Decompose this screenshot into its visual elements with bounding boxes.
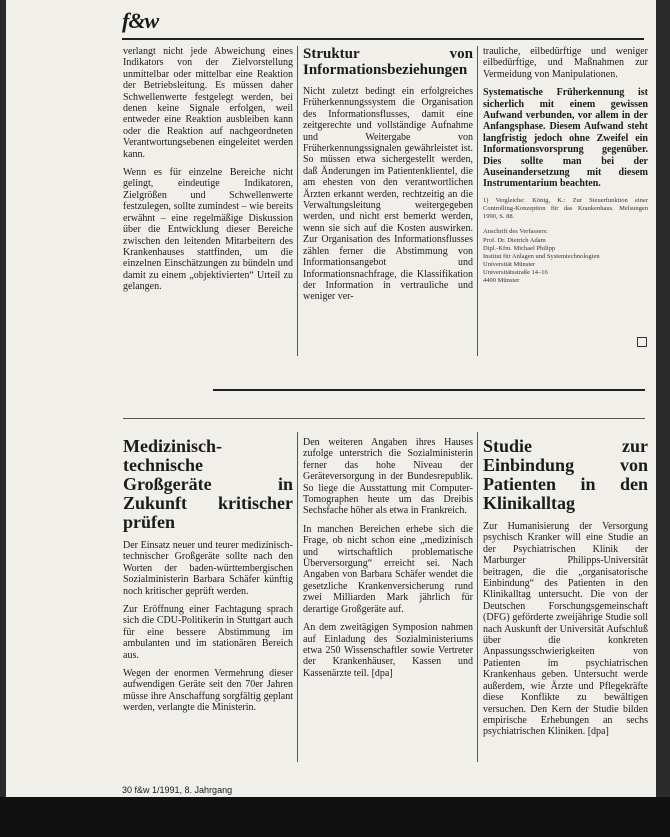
- address-line: 4400 Münster: [483, 276, 520, 284]
- paragraph: Nicht zuletzt bedingt ein erfolgreiches Früherkennungssystem die Organisation des Informationsflusses, damit eine zeitgerechte und vollständige Aufnahme und Weitergabe von Früherkennungssignalen gewährleistet ist. So müssen etwa sichergestellt werden, daß Änderungen im Patientenklientel, die am ehesten von den verantwortlichen Ärzten erkannt werden, rechtzeitig an die Verwaltungsleitung weitergegeben werden, und nicht erst bemerkt werden, wenn sie sich auf die Kosten auswirken. Zur Organisation des Informationsflusses zählen ferner die Abstimmung von Informationsangebot und Informationsnachfrage, die Klassifikation der Information in vertrauliche und weniger ver-: [303, 86, 473, 303]
- address-line: Dipl.-Kfm. Michael Philipp: [483, 244, 556, 252]
- section-separator-thin: [123, 418, 645, 419]
- address-label: Anschrift des Verfassers:: [483, 227, 548, 235]
- column-divider: [297, 46, 298, 356]
- top-column-2: [303, 46, 473, 310]
- bottom-column-3: [483, 437, 648, 745]
- bottom-column-1: [123, 437, 293, 721]
- paragraph: trauliche, eilbedürftige und weniger eilbedürftige, und Maßnahmen zur Vermeidung von Manipulationen.: [483, 46, 648, 80]
- paragraph: Zur Humanisierung der Versorgung psychisch Kranker will eine Studie an der Psychiatrischen Klinik der Marburger Philipps-Universität beitragen, die die „organisatorische Einbindung“ des Patienten in den Klinikalltag untersucht. Die von der Deutschen Forschungsgemeinschaft (DFG) geförderte zweijährige Studie soll nach Auskunft der Universität Aufschluß über die konkreten Anpassungsschwierigkeiten von Patienten im psychiatrischen Krankenhaus geben. Untersucht werde außerdem, wie Ärzte und Pflegekräfte diese Konflikte zu bewältigen versuchen. Den Kern der Studie bilden empirische Erhebungen an sechs psychiatrischen Kliniken. [dpa]: [483, 521, 648, 738]
- column-divider: [297, 432, 298, 762]
- address-line: Prof. Dr. Dietrich Adam: [483, 236, 546, 244]
- scan-edge-right: [656, 0, 670, 797]
- top-column-1: [123, 46, 293, 300]
- paragraph: Den weiteren Angaben ihres Hauses zufolge unterstrich die Sozialministerin ferner das hohe Niveau der Geräteversorgung in der Bundesrepublik. So liege die Ausstattung mit Computer-Tomographen heute um das Dreibis Sechsfache höher als etwa in Frankreich.: [303, 437, 473, 517]
- bottom-column-2: [303, 437, 473, 686]
- page-footer: 30 f&w 1/1991, 8. Jahrgang: [122, 785, 233, 795]
- section-heading: Struktur von Informationsbeziehungen: [303, 46, 473, 78]
- magazine-logo: f&w: [122, 8, 159, 33]
- top-column-3: [483, 46, 648, 285]
- paragraph: Wenn es für einzelne Bereiche nicht gelingt, eindeutige Indikatoren, Zielgrößen und Schwellenwerte festzulegen, sollte zumindest – wie bereits erwähnt – eine regelmäßige Diskussion über die Entwicklung dieser Bereiche zwischen den leitenden Mitarbeitern des Krankenhauses stattfinden, um die einzelnen Einschätzungen zu bündeln und damit zu einem „objektivierten“ Urteil zu gelangen.: [123, 167, 293, 293]
- header-rule: [122, 38, 644, 40]
- paragraph: Wegen der enormen Vermehrung dieser aufwendigen Geräte seit den 70er Jahren müsse ihre Anschaffung sorgfältig geplant werden, verlangte die Ministerin.: [123, 668, 293, 714]
- address-line: Institut für Anlagen und Systemtechnologien: [483, 252, 600, 260]
- article-heading: Studie zur Einbindung von Patienten in den Klinikalltag: [483, 436, 648, 513]
- scan-shadow-left: [0, 0, 6, 797]
- paragraph: An dem zweitägigen Symposion nahmen auf Einladung des Sozialministeriums etwa 250 Wissenschaftler sowie Vertreter der Krankenhäuser, Kassen und Kassenärzte teil. [dpa]: [303, 622, 473, 679]
- paragraph: Zur Eröffnung einer Fachtagung sprach sich die CDU-Politikerin in Stuttgart auch für eine bessere Abstimmung im ambulanten und im stationären Bereich aus.: [123, 604, 293, 661]
- paragraph: Der Einsatz neuer und teurer medizinisch-technischer Großgeräte sollte nach den Worten der baden-württembergischen Sozialministerin Barbara Schäfer künftig noch kritischer geprüft werden.: [123, 540, 293, 597]
- article-heading: Medizinisch-technische Großgeräte in Zukunft kritischer prüfen: [123, 436, 293, 532]
- scan-border-bottom: [0, 797, 670, 837]
- bold-paragraph: Systematische Früherkennung ist sicherlich mit einem gewissen Aufwand verbunden, vor allem in der Anfangsphase. Diesem Aufwand steht langfristig jedoch ohne Zweifel ein Informationsvorsprung gegenüber. Dies sollte man bei der Auseinandersetzung mit diesem Instrumentarium beachten.: [483, 87, 648, 190]
- paragraph: verlangt nicht jede Abweichung eines Indikators von der Zielvorstellung unmittelbar oder mittelbar eine Reaktion der Betriebsleitung. Es müssen daher Schwellenwerte festgelegt werden, bei denen keine Signale erfolgen, weil entweder eine Reaktion ausbleiben kann oder die Reaktion auf nachgeordneten Verantwortungsebenen eingeleitet werden kann.: [123, 46, 293, 160]
- paragraph: In manchen Bereichen erhebe sich die Frage, ob nicht schon eine „medizinisch und wirtschaftlich problematische Überversorgung“ erreicht sei. Nach Angaben von Barbara Schäfer wendet die gesetzliche Krankenversicherung rund zwei Milliarden Mark jährlich für derartige Großgeräte auf.: [303, 523, 473, 615]
- column-divider: [477, 432, 478, 762]
- footnote: 1) Vergleiche: König, K.: Zur Steuerfunktion einer Controlling-Konzeption für das Krankenhaus. Melsungen 1990, S. 88.: [483, 196, 648, 220]
- section-separator: [213, 389, 645, 391]
- address-line: Universität Münster: [483, 260, 536, 268]
- article-end-mark: [637, 337, 647, 347]
- address-line: Universitätsstraße 14–16: [483, 268, 548, 276]
- column-divider: [477, 46, 478, 356]
